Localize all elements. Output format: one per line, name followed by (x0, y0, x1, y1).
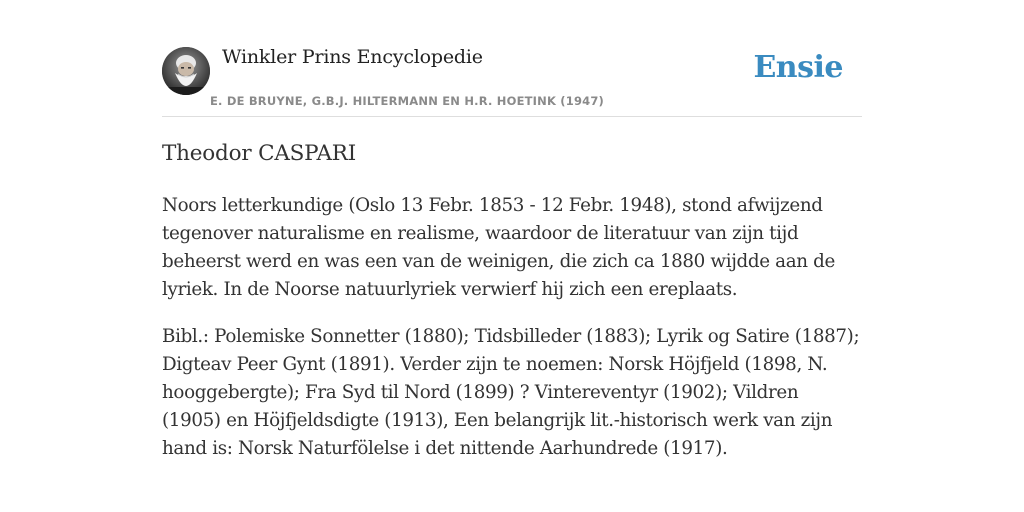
article-bibliography: Bibl.: Polemiske Sonnetter (1880); Tidsbilleder (1883); Lyrik og Satire (1887); Digteav Peer Gynt (1891). Verder zijn te noemen: Norsk Höjfjeld (1898, N. hooggebergte); Fra Syd til Nord (1899) ? Vintereventyr (1902); Vildren (1905) en Höjfjeldsdigte (1913), Een belangrijk lit.-historisch werk van zijn hand is: Norsk Naturfölelse i det nittende Aarhundrede (1917). (162, 326, 860, 459)
brand-logo[interactable]: Ensie (753, 50, 843, 85)
article-paragraph: Noors letterkundige (Oslo 13 Febr. 1853 - 12 Febr. 1948), stond afwijzend tegenover naturalisme en realisme, waardoor de literatuur van zijn tijd beheerst werd en was een van de weinigen, die zich ca 1880 wijdde aan de lyriek. In de Noorse natuurlyriek verwierf hij zich een ereplaats. (162, 195, 835, 300)
article-title: Theodor CASPARI (162, 141, 357, 166)
avatar[interactable] (162, 47, 210, 95)
page-container (162, 0, 862, 459)
bearded-man-portrait-icon (162, 47, 210, 95)
site-header (162, 0, 862, 117)
site-title[interactable]: Winkler Prins Encyclopedie (222, 46, 483, 68)
authors-line: E. DE BRUYNE, G.B.J. HILTERMANN EN H.R. HOETINK (1947) (210, 94, 605, 108)
